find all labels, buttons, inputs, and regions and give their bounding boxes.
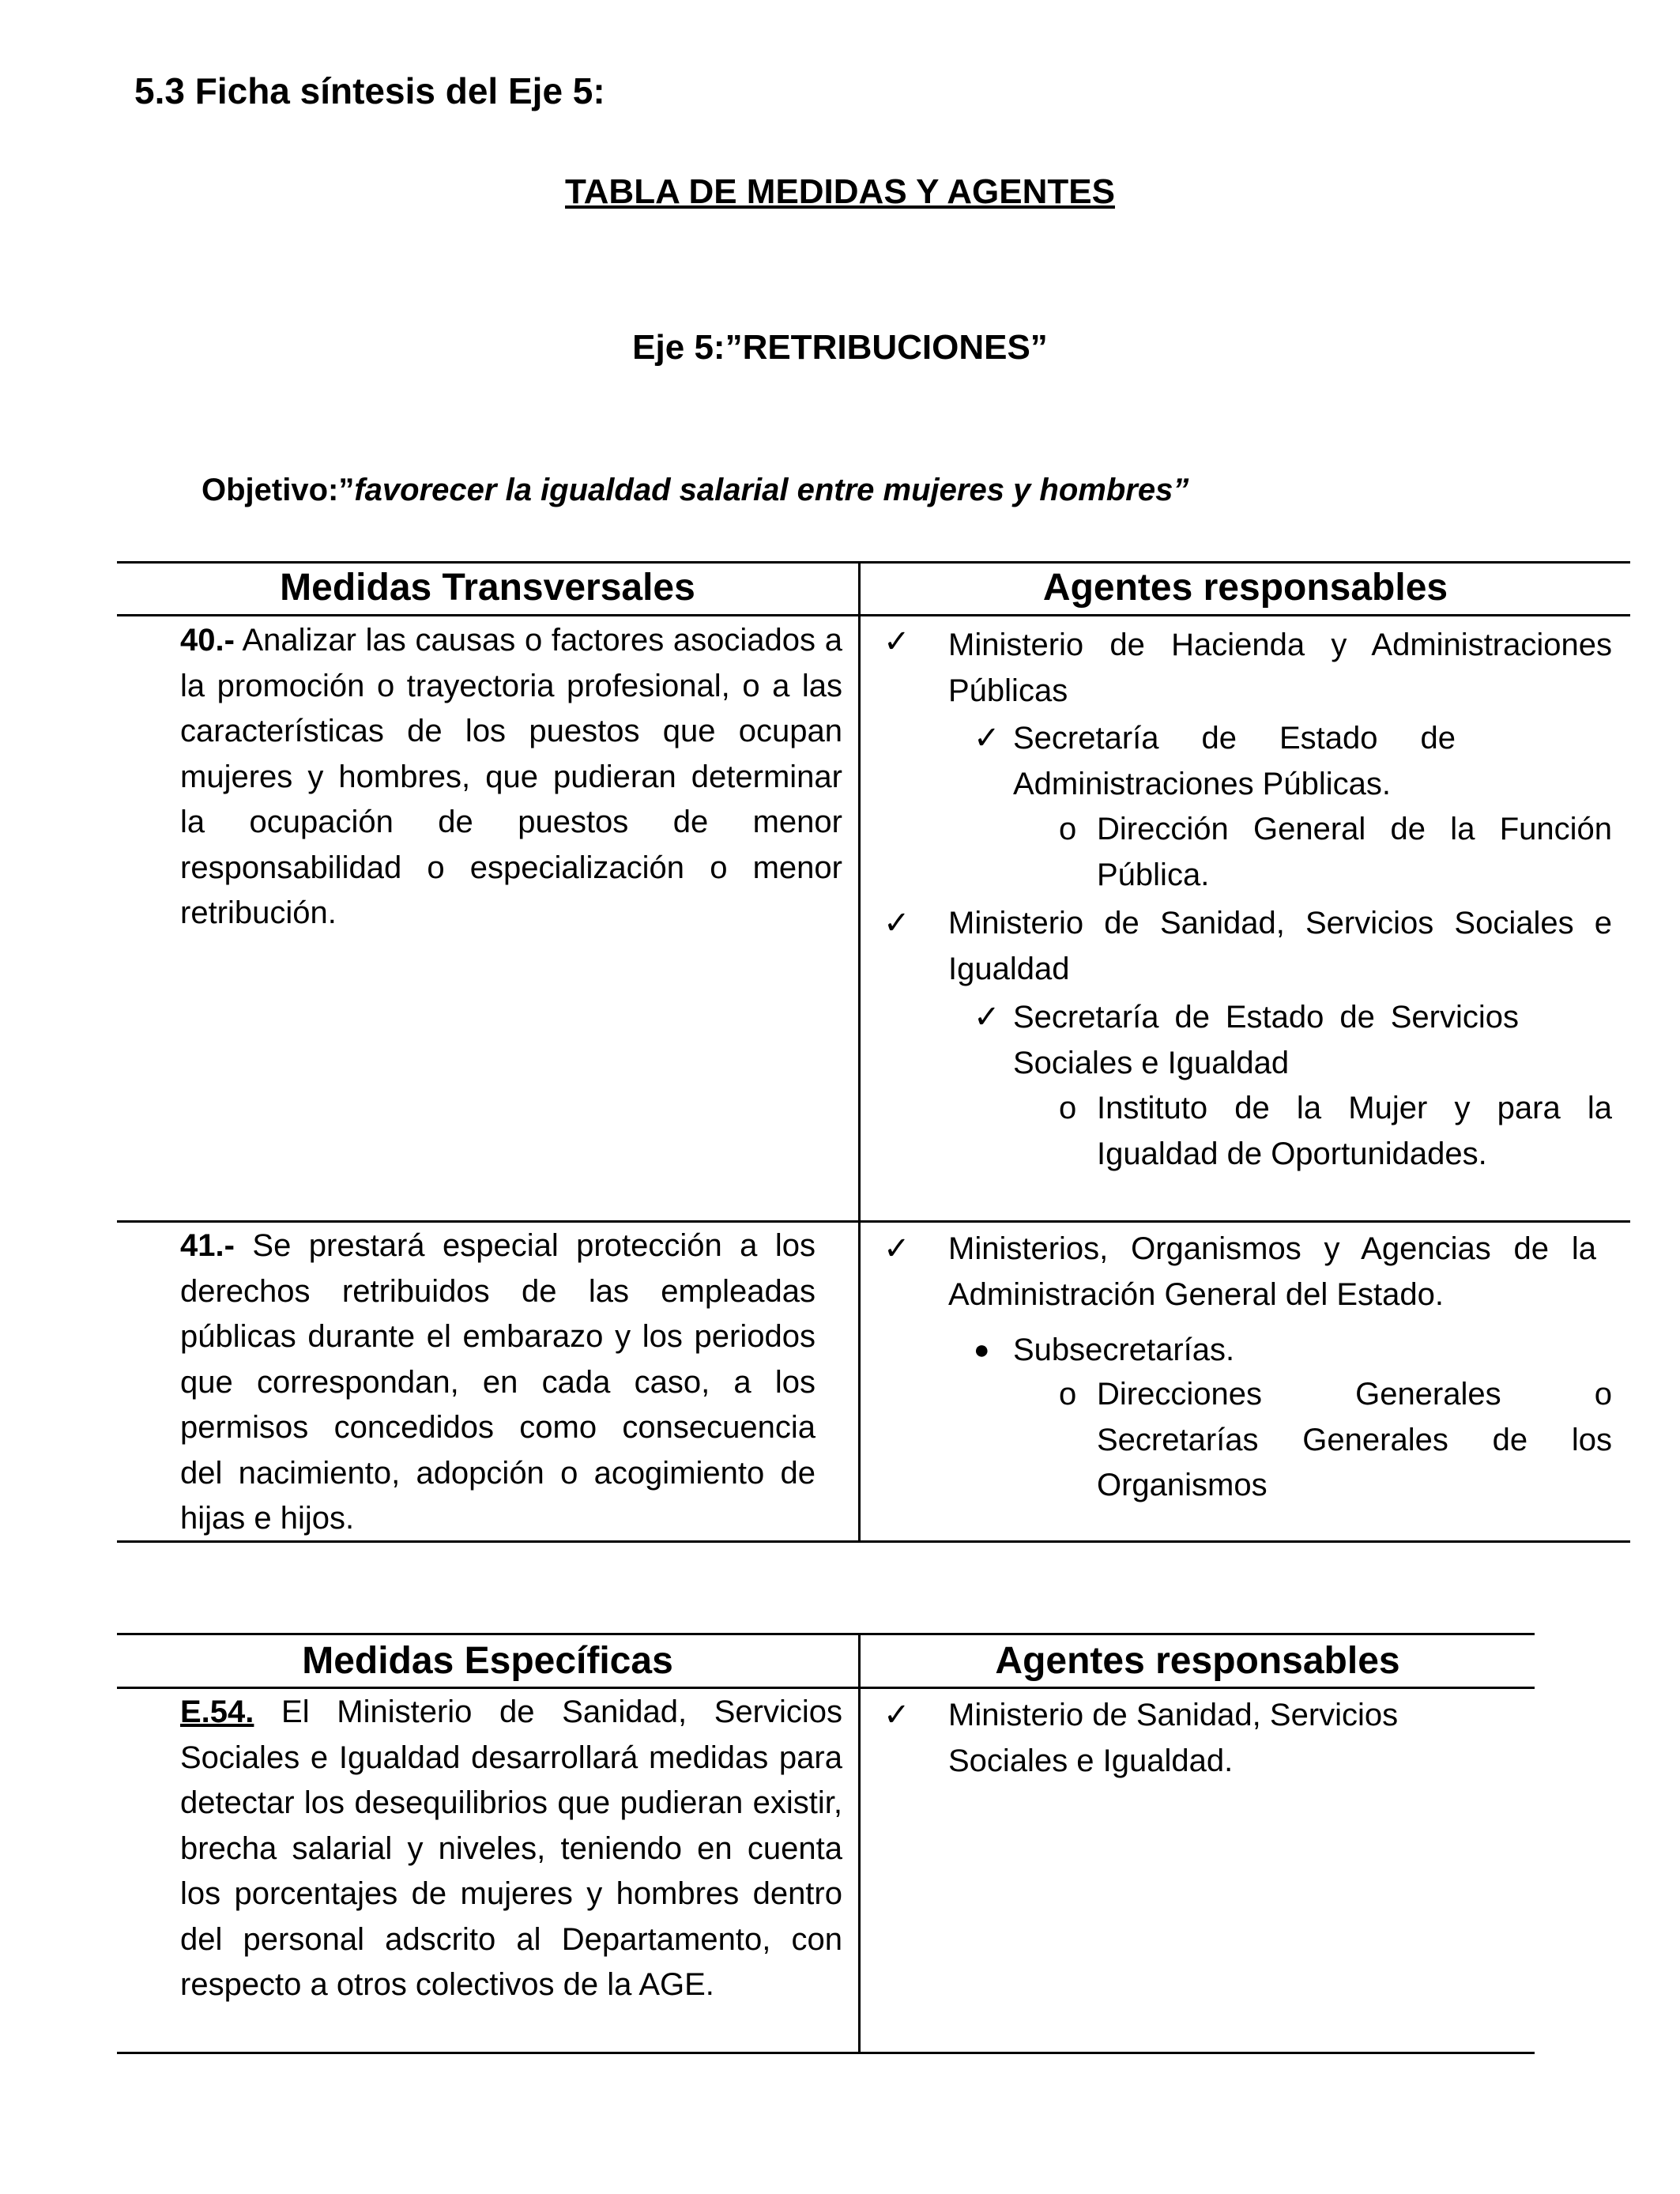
section-heading: 5.3 Ficha síntesis del Eje 5: [134,70,605,111]
agent-item: Subsecretarías. [1013,1333,1235,1367]
header-measures: Medidas Transversales [280,567,695,609]
table-title: TABLA DE MEDIDAS Y AGENTES [565,172,1115,211]
table-rule [117,1687,1535,1689]
agent-item: Ministerio de Hacienda y Administraciones Públicas [948,628,1612,708]
column-divider [858,561,861,1543]
agent-item: Ministerio de Sanidad, Servicios Sociales e Igualdad. [948,1698,1399,1778]
bullet-icon: ● [974,1335,990,1365]
agent-item: Secretaría de Estado de Administraciones Públicas. [1013,721,1456,801]
header-agents: Agentes responsables [1042,567,1448,609]
check-icon: ✓ [883,906,910,941]
agent-item: Ministerios, Organismos y Agencias de la Administración General del Estado. [948,1231,1596,1312]
objective-text: favorecer la igualdad salarial entre mujeres y hombres” [354,473,1189,507]
objective-label: Objetivo:” [202,473,355,507]
agent-item: Direcciones Generales o Secretarías Generales de los Organismos [1097,1377,1612,1502]
column-divider [858,1633,861,2054]
measure-number: 41.- [180,1228,235,1263]
axis-title: Eje 5:”RETRIBUCIONES” [632,328,1048,367]
table-rule [117,561,1630,564]
agent-item: Secretaría de Estado de Servicios Sociales e Igualdad [1013,1000,1519,1080]
measure-40 [180,618,842,937]
agent-item: Ministerio de Sanidad, Servicios Sociales e Igualdad [948,906,1612,986]
measure-number: 40.- [180,623,235,658]
table-rule [117,2052,1535,2054]
check-icon: ✓ [883,1231,910,1266]
table-rule [117,1220,1630,1223]
measure-e54 [180,1690,842,2008]
measure-number: E.54. [180,1695,254,1729]
circle-bullet-icon: o [1059,812,1077,846]
check-icon: ✓ [883,624,910,659]
table-rule [117,1633,1535,1635]
check-icon: ✓ [974,1000,1000,1035]
circle-bullet-icon: o [1059,1377,1077,1412]
table-rule [117,614,1630,616]
header-agents: Agentes responsables [995,1640,1400,1682]
measure-text: Analizar las causas o factores asociados a la promoción o trayectoria profesional, o a las características de los puestos que ocupan mujeres y hombres, que pudieran determinar la ocupación de puestos de menor responsabilidad o especialización o menor retribución. [180,623,842,930]
measure-41 [180,1223,816,1542]
header-measures: Medidas Específicas [302,1640,673,1682]
objective [202,473,1188,508]
measure-text: El Ministerio de Sanidad, Servicios Sociales e Igualdad desarrollará medidas para detectar los desequilibrios que pudieran existir, brecha salarial y niveles, teniendo en cuenta los porcentajes de mujeres y hombres dentro del personal adscrito al Departamento, con respecto a otros colectivos de la AGE. [180,1695,842,2002]
agent-item: Dirección General de la Función Pública. [1097,812,1612,892]
measure-text: Se prestará especial protección a los derechos retribuidos de las empleadas públicas durante el embarazo y los periodos que correspondan, en cada caso, a los permisos concedidos como consecuencia del nacimiento, adopción o acogimiento de hijas e hijos. [180,1228,816,1536]
check-icon: ✓ [883,1698,910,1732]
circle-bullet-icon: o [1059,1091,1077,1125]
check-icon: ✓ [974,721,1000,756]
agent-item: Instituto de la Mujer y para la Igualdad de Oportunidades. [1097,1091,1612,1171]
